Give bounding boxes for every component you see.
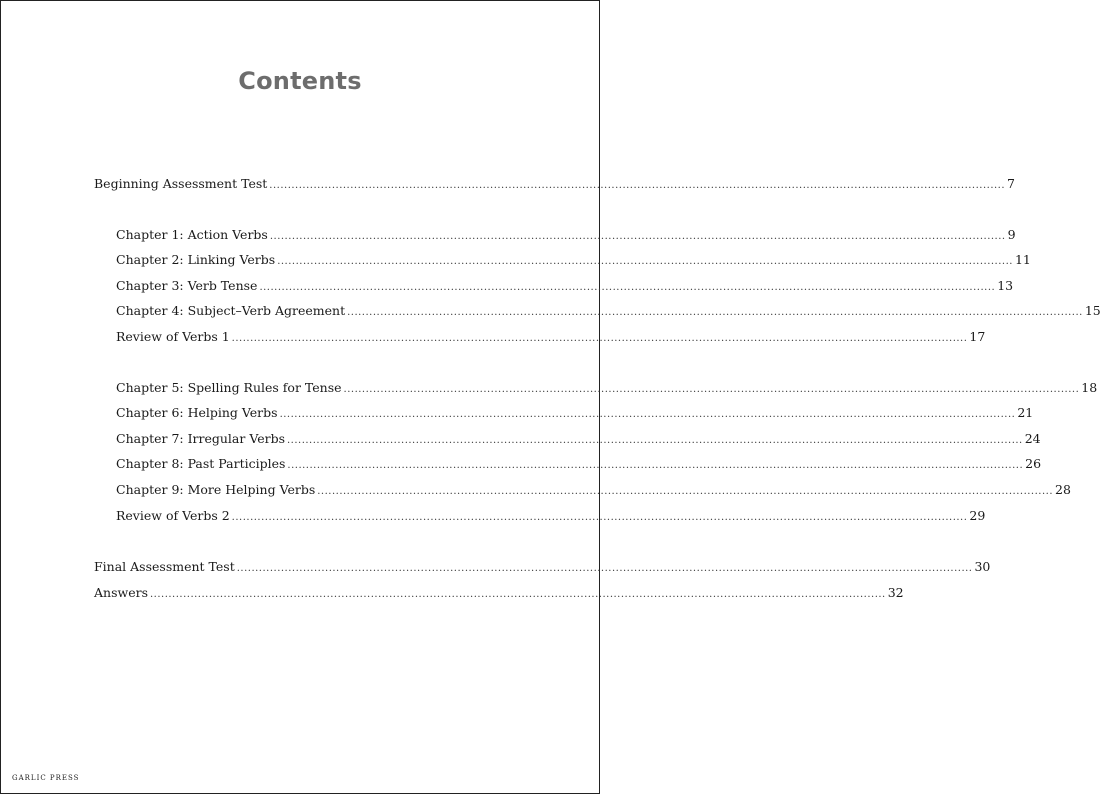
toc-entry-page: 13 — [997, 278, 1014, 293]
toc-entry-label: Chapter 8: Past Participles — [116, 456, 286, 471]
toc-entry — [94, 176, 1015, 194]
dot-leader: ........................................................................................................................................................................................................ — [269, 180, 1006, 191]
toc-entry — [116, 252, 1031, 270]
toc-entry — [116, 456, 1042, 474]
toc-entry — [116, 482, 1071, 500]
toc-entry-page: 32 — [887, 585, 904, 600]
dot-leader: ........................................................................................................................................................................................................ — [343, 384, 1080, 395]
dot-leader: ........................................................................................................................................................................................................ — [269, 231, 1006, 242]
toc-entry — [116, 227, 1016, 245]
toc-entry-page: 29 — [969, 508, 986, 523]
toc-entry-page: 7 — [1007, 176, 1015, 191]
toc-entry-page: 30 — [974, 559, 991, 574]
toc-entry — [116, 278, 1014, 296]
toc-entry-page: 24 — [1024, 431, 1041, 446]
toc-entry-label: Chapter 7: Irregular Verbs — [116, 431, 285, 446]
dot-leader: ........................................................................................................................................................................................................ — [347, 307, 1083, 318]
toc-entry — [94, 559, 991, 577]
toc-entry-label: Review of Verbs 1 — [116, 329, 230, 344]
toc-entry-label: Final Assessment Test — [94, 559, 235, 574]
toc-entry-page: 11 — [1014, 252, 1031, 267]
publisher-footer: GARLIC PRESS — [12, 774, 80, 782]
dot-leader: ........................................................................................................................................................................................................ — [149, 589, 886, 600]
toc-entry-label: Answers — [94, 585, 148, 600]
toc-entry-label: Chapter 3: Verb Tense — [116, 278, 258, 293]
toc-entry — [116, 405, 1034, 423]
page-title: Contents — [238, 67, 362, 95]
toc-entry-page: 28 — [1055, 482, 1071, 497]
toc-entry-label: Chapter 6: Helping Verbs — [116, 405, 278, 420]
toc-entry-page: 21 — [1017, 405, 1034, 420]
toc-entry — [116, 380, 1098, 398]
dot-leader: ........................................................................................................................................................................................................ — [231, 512, 968, 523]
dot-leader: ........................................................................................................................................................................................................ — [231, 333, 968, 344]
toc-entry-label: Beginning Assessment Test — [94, 176, 268, 191]
toc-entry-label: Chapter 5: Spelling Rules for Tense — [116, 380, 342, 395]
dot-leader: ........................................................................................................................................................................................................ — [287, 460, 1024, 471]
toc-entry-label: Chapter 1: Action Verbs — [116, 227, 268, 242]
toc-entry-page: 9 — [1007, 227, 1016, 242]
toc-entry-page: 26 — [1025, 456, 1042, 471]
toc-entry — [116, 329, 986, 347]
dot-leader: ........................................................................................................................................................................................................ — [236, 563, 973, 574]
toc-entry — [116, 508, 986, 526]
dot-leader: ........................................................................................................................................................................................................ — [317, 486, 1053, 497]
dot-leader: ........................................................................................................................................................................................................ — [259, 282, 996, 293]
toc-entry-label: Chapter 9: More Helping Verbs — [116, 482, 316, 497]
toc-entry — [94, 585, 904, 603]
toc-entry-label: Chapter 4: Subject–Verb Agreement — [116, 303, 346, 318]
dot-leader: ........................................................................................................................................................................................................ — [279, 409, 1016, 420]
toc-entry — [116, 431, 1041, 449]
toc-entry — [116, 303, 1101, 321]
dot-leader: ........................................................................................................................................................................................................ — [286, 435, 1023, 446]
toc-entry-page: 17 — [969, 329, 986, 344]
toc-entry-label: Chapter 2: Linking Verbs — [116, 252, 276, 267]
toc-entry-page: 15 — [1084, 303, 1101, 318]
toc-entry-page: 18 — [1081, 380, 1098, 395]
toc-entry-label: Review of Verbs 2 — [116, 508, 230, 523]
dot-leader: ........................................................................................................................................................................................................ — [277, 256, 1013, 267]
